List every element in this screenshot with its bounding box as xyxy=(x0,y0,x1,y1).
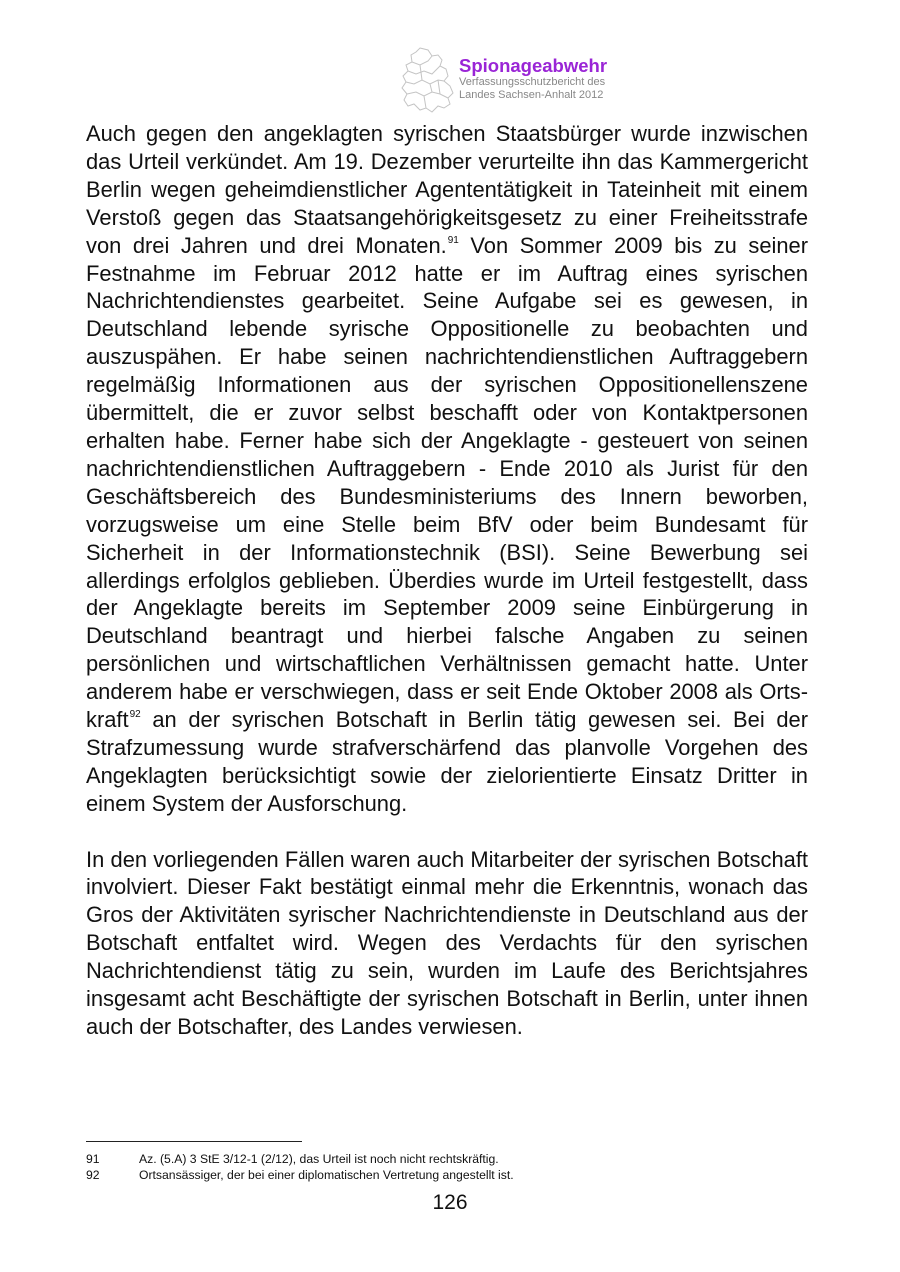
page-number: 126 xyxy=(432,1191,468,1214)
footnote-item xyxy=(86,1151,808,1167)
paragraph-1 xyxy=(86,120,808,818)
header-subtitle-line-2: Landes Sachsen-Anhalt 2012 xyxy=(459,89,604,101)
saxony-anhalt-map-icon xyxy=(398,46,458,114)
footnote-separator xyxy=(86,1141,302,1142)
footnote-text: Az. (5.A) 3 StE 3/12-1 (2/12), das Urteil ist noch nicht rechtskräftig. xyxy=(139,1152,499,1166)
footnote-number: 92 xyxy=(86,1168,100,1182)
footnote-item xyxy=(86,1167,808,1183)
paragraph-2: In den vorliegenden Fällen waren auch Mitarbeiter der syrischen Botschaft involviert. Dieser Fakt bestätigt einmal mehr die Erkenntnis, wonach das Gros der Aktivitäten syrischer Nachrichtendienste in Deutschland aus der Botschaft entfaltet wird. Wegen des Verdachts für den syrischen Nachrichtendienst tätig zu sein, wurden im Laufe des Berichtsjahres insgesamt acht Beschäftigte der syrischen Botschaft in Berlin, unter ihnen auch der Botschafter, des Landes verwiesen. xyxy=(86,846,808,1039)
footnote-text: Ortsansässiger, der bei einer diplomatischen Vertretung angestellt ist. xyxy=(139,1168,514,1182)
footnote-number: 91 xyxy=(86,1152,100,1166)
page-header xyxy=(398,46,658,116)
body-text xyxy=(86,120,808,1041)
paragraph-1-part-3: an der syrischen Botschaft in Berlin tätig gewesen sei. Bei der Strafzumessung wurde strafverschärfend das planvolle Vorgehen des Angeklagten berücksichtigt sowie der zielorientierte Einsatz Dritter in einem System der Ausforschung. xyxy=(86,707,808,816)
header-title: Spionageabwehr xyxy=(459,55,608,76)
footnotes xyxy=(86,1151,808,1183)
header-text xyxy=(459,56,607,102)
footnote-ref-91: 91 xyxy=(447,234,459,246)
footnote-ref-92: 92 xyxy=(129,709,141,721)
header-subtitle-line-1: Verfassungsschutzbericht des xyxy=(459,76,606,88)
paragraph-1-part-1: Auch gegen den angeklagten syrischen Staatsbürger wurde inzwischen das Urteil verkündet. Am 19. Dezember verurteilte ihn das Kammergericht Berlin wegen geheimdienstlicher Agententätigkeit in Tateinheit mit einem Verstoß gegen das Staatsangehörigkeitsgesetz zu einer Freiheitsstrafe von drei Jahren und drei Monaten. xyxy=(86,121,808,258)
paragraph-1-part-2: Von Sommer 2009 bis zu seiner Festnahme im Februar 2012 hatte er im Auftrag eines syrischen Nachrichtendienstes gearbeitet. Seine Aufgabe sei es gewesen, in Deutschland lebende syrische Oppositionelle zu beobachten und auszuspähen. Er habe seinen nachrichtendienstlichen Auftraggebern regelmäßig Informationen aus der syrischen Oppositionellenszene übermittelt, die er zuvor selbst beschafft oder von Kontaktpersonen erhalten habe. Ferner habe sich der Angeklagte - gesteuert von seinen nachrichtendienstlichen Auftraggebern - Ende 2010 als Jurist für den Geschäftsbereich des Bundesministeriums des Innern beworben, vorzugsweise um eine Stelle beim BfV oder beim Bundesamt für Sicherheit in der Informationstechnik (BSI). Seine Bewerbung sei allerdings erfolglos geblieben. Überdies wurde im Urteil festgestellt, dass der Angeklagte bereits im September 2009 seine Einbürgerung in Deutschland beantragt und hierbei falsche Angaben zu seinen persönlichen und wirtschaftlichen Verhältnissen gemacht hatte. Unter anderem habe er verschwiegen, dass er seit Ende Oktober 2008 als Ortskraft xyxy=(86,232,809,733)
